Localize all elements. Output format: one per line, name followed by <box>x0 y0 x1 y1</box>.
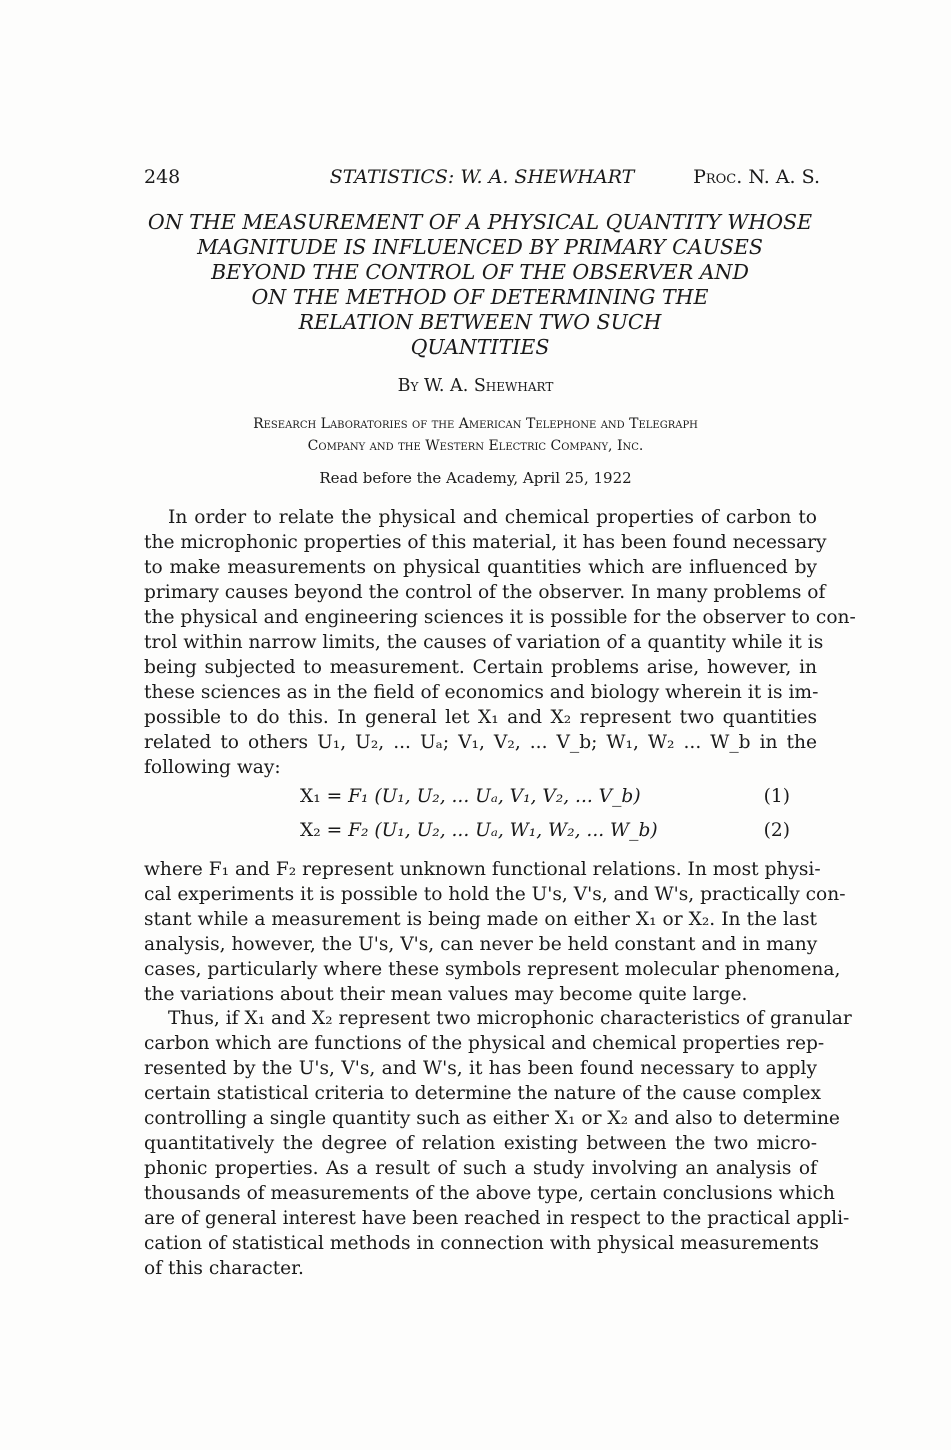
equation-rhs: = F₁ (U₁, U₂, ... Uₐ, V₁, V₂, ... V_b) <box>326 786 641 807</box>
equation-number: (2) <box>763 820 790 841</box>
title-line: BEYOND THE CONTROL OF THE OBSERVER AND <box>211 260 749 284</box>
paper-title <box>130 210 830 360</box>
equation-1 <box>300 786 820 807</box>
text-line: carbon which are functions of the physical and chemical properties rep- <box>144 1033 825 1054</box>
equation-rhs: = F₂ (U₁, U₂, ... Uₐ, W₁, W₂, ... W_b) <box>326 820 658 841</box>
title-line: ON THE METHOD OF DETERMINING THE <box>251 285 709 309</box>
read-date: Read before the Academy, April 25, 1922 <box>319 469 632 487</box>
text-line: In order to relate the physical and chemical properties of carbon to <box>168 507 817 528</box>
equation-number: (1) <box>763 786 790 807</box>
text-line: Thus, if X₁ and X₂ represent two microphonic characteristics of granular <box>168 1008 852 1029</box>
text-line: following way: <box>144 757 281 778</box>
text-line: related to others U₁, U₂, ... Uₐ; V₁, V₂, ... V_b; W₁, W₂ ... W_b in the <box>144 732 817 753</box>
text-line: primary causes beyond the control of the observer. In many problems of <box>144 582 826 603</box>
text-line: the variations about their mean values may become quite large. <box>144 984 748 1005</box>
paragraph-1 <box>144 505 856 780</box>
text-line: cases, particularly where these symbols represent molecular phenomena, <box>144 959 841 980</box>
text-line: analysis, however, the U's, V's, can never be held constant and in many <box>144 934 818 955</box>
text-line: certain statistical criteria to determine the nature of the cause complex <box>144 1083 821 1104</box>
affiliation <box>0 413 951 457</box>
text-line: these sciences as in the field of economics and biology wherein it is im- <box>144 682 819 703</box>
text-line: the microphonic properties of this material, it has been found necessary <box>144 532 827 553</box>
text-line: of this character. <box>144 1258 304 1279</box>
text-line: phonic properties. As a result of such a study involving an analysis of <box>144 1158 817 1179</box>
text-line: quantitatively the degree of relation existing between the two micro- <box>144 1133 817 1154</box>
text-line: are of general interest have been reached in respect to the practical appli- <box>144 1208 850 1229</box>
title-line: RELATION BETWEEN TWO SUCH <box>298 310 662 334</box>
text-line: where F₁ and F₂ represent unknown functional relations. In most physi- <box>144 859 821 880</box>
paragraph-2 <box>144 857 846 1007</box>
equation-lhs: X₂ <box>300 820 321 841</box>
text-line: to make measurements on physical quantities which are influenced by <box>144 557 817 578</box>
text-line: trol within narrow limits, the causes of variation of a quantity while it is <box>144 632 824 653</box>
affiliation-line: Company and the Western Electric Company, Inc. <box>307 438 644 454</box>
affiliation-line: Research Laboratories of the American Telephone and Telegraph <box>253 416 698 432</box>
title-line: ON THE MEASUREMENT OF A PHYSICAL QUANTITY WHOSE <box>147 210 813 234</box>
text-line: cation of statistical methods in connection with physical measurements <box>144 1233 819 1254</box>
title-line: QUANTITIES <box>410 335 550 359</box>
equation-2 <box>300 820 820 841</box>
text-line: cal experiments it is possible to hold the U's, V's, and W's, practically con- <box>144 884 846 905</box>
text-line: stant while a measurement is being made on either X₁ or X₂. In the last <box>144 909 817 930</box>
page-header <box>144 166 820 192</box>
text-line: resented by the U's, V's, and W's, it has been found necessary to apply <box>144 1058 817 1079</box>
running-title: STATISTICS: W. A. SHEWHART <box>329 166 635 188</box>
title-line: MAGNITUDE IS INFLUENCED BY PRIMARY CAUSES <box>197 235 763 259</box>
author-byline: By W. A. Shewhart <box>397 376 554 396</box>
page-number: 248 <box>144 166 181 188</box>
equation-lhs: X₁ <box>300 786 321 807</box>
text-line: possible to do this. In general let X₁ and X₂ represent two quantities <box>144 707 817 728</box>
journal-name: Proc. N. A. S. <box>693 166 820 188</box>
text-line: being subjected to measurement. Certain problems arise, however, in <box>144 657 817 678</box>
paragraph-3 <box>144 1006 852 1281</box>
text-line: thousands of measurements of the above type, certain conclusions which <box>144 1183 835 1204</box>
text-line: the physical and engineering sciences it is possible for the observer to con- <box>144 607 856 628</box>
text-line: controlling a single quantity such as either X₁ or X₂ and also to determine <box>144 1108 840 1129</box>
